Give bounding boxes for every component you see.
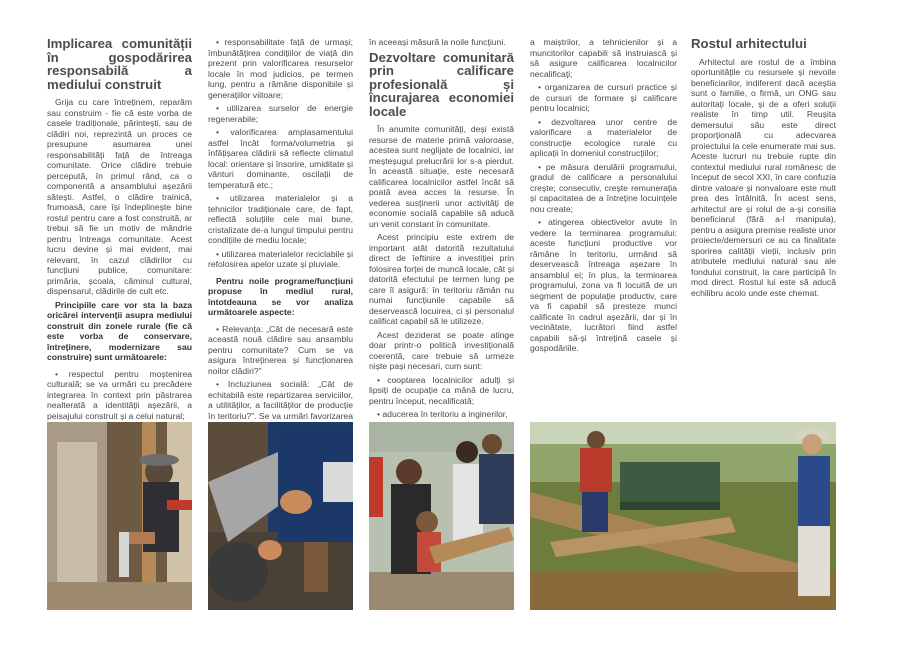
bullet-item: • dezvoltarea unor centre de valorificare a materialelor de construcție ecologice rurale cu aplicații în domeniul construcțiilor; <box>530 116 677 158</box>
bullet-item: • valorificarea amplasamentului astfel încât forma/volumetria și înfățișarea clădirii să reflecte climatul local: orientare și însorire, umiditate și vânturi dominante, oscilații de temperatură etc.; <box>208 127 353 190</box>
bullet-item: • utilizarea materialelor și a tehnicilor tradiționale care, de fapt, reflectă soluțiile cele mai bune, cristalizate de-a lungul timpului pentru condițiile de mediu locale; <box>208 193 353 245</box>
bullet-item: • utilizarea surselor de energie regenerabile; <box>208 103 353 124</box>
bullet-item: • organizarea de cursuri practice și de cursuri de formare și calificare pentru localnici; <box>530 82 677 113</box>
paragraph: Acest principiu este extrem de important atât datorită rezultatului direct de îeftinire a investiției prin folosirea forței de muncă locale, cât și datorită efectului pe termen lung pe care îl asigură: în teritoriu rămân nu numai funcțiunile capabile să deservească locuirea, ci și personalul calificat capabil să le utilizeze. <box>369 232 514 326</box>
bullet-item: • Relevanța: „Cât de necesară este această nouă clădire sau ansamblu pentru comunitate? Cum se va asigura întreținerea și funcționarea noilor clădiri?” <box>208 323 353 376</box>
heading-community-involvement: Implicarea comunității în gospodărirea responsabilă a mediului construit <box>47 36 192 92</box>
heading-architect-role: Rostul arhitectului <box>691 36 807 51</box>
paragraph-continuation: a maiștrilor, a tehnicienilor și a muncitorilor capabili să instruiască și să asigure calificarea localnicilor necalificați; <box>530 37 677 79</box>
bullet-item: • atingerea obiectivelor avute în vedere la terminarea programului: aceste funcțiuni productive vor rămâne în teritoriu, urmând să deservească întreaga așezare în ansamblul ei; în plus, la terminarea programului, zona va fi locuită de un segment de populație productiv, care va fi capabil să presteze munci calificate în cadrul așezării, dar și în vecinătate, lucrători fiind astfel capabili să-și întrețină casele și gospodăriile. <box>530 217 677 353</box>
bullet-item: • cooptarea localnicilor adulți și lipsiți de ocupație ca mână de lucru, pentru început, necalificată; <box>369 374 514 406</box>
bullet-item: • Incluziunea socială: „Cât de echitabilă este repartizarea serviciilor, a utilităților, a facilităților de producție în teritoriu?”. Se va urmări favorizarea <box>208 379 353 421</box>
column-4 <box>530 37 677 357</box>
bullet-item: • respectul pentru moștenirea culturală; se va urmări cu precădere integrarea în context prin păstrarea nealterată a identității așezării, a peisajului construit și a celui natural; <box>47 368 192 421</box>
column-2 <box>208 37 353 445</box>
photo-carpentry-hands <box>208 422 353 610</box>
paragraph: Grija cu care întreținem, reparăm sau construim - fie că este vorba de casele tradiționale, părintești, sau de clădiri noi, reprezintă un proces ce presupune asumarea unei responsabilități față de întreaga comunitate. Orice clădire trebuie percepută, în primul rând, ca o componentă a ansamblului așezării sătești. Astfel, o clădire trainică, frumoasă, care își îndeplinește bine rostul pentru care a fost construită, ar trebui să fie un motiv de mândrie pentru întreaga comunitate. Acest lucru devine și mai evident, mai relevant, în cazul clădirilor cu funcțiuni publice, comunitare: primăria, școala, căminul cultural, dispensarul, clădirile de cult etc. <box>47 97 192 296</box>
column-3 <box>369 37 514 423</box>
programs-intro: Pentru noile programe/funcțiuni propuse în mediul rural, întotdeauna se vor analiza următoarele aspecte: <box>208 275 353 317</box>
photo-wall-repair <box>47 422 192 610</box>
photo-workshop-family <box>369 422 514 610</box>
heading-community-development: Dezvoltare comunitară prin calificare profesională și încurajarea economiei locale <box>369 49 514 119</box>
principles-intro: Principiile care vor sta la baza oricărei intervenții asupra mediului construit din zonele rurale (fie că este vorba de conservare, întreținere, modernizare sau construire) sunt următoarele: <box>47 299 192 362</box>
bullet-item: • responsabilitate față de urmași; îmbunătățirea condițiilor de viață din prezent prin valorificarea resurselor locale în mod judicios, pe termen lung, pentru a rămâne disponibile și generațiilor viitoare; <box>208 37 353 100</box>
bullet-item: • aducerea în teritoriu a inginerilor, <box>377 409 508 419</box>
paragraph: În anumite comunități, deși există resurse de materie primă valoroase, acestea sunt neglijate de localnici, iar meșteșugul prelucrării lor s-a pierdut. În această situație, este necesară calificarea localnicilor astfel încât să poată avea acces la resurse. În vederea susținerii unor activități de economie socială capabile să aducă un venit constant în comunitate. <box>369 124 514 229</box>
photo-outdoor-timber-work <box>530 422 836 610</box>
column-1 <box>47 37 192 424</box>
column-5 <box>691 37 836 301</box>
bullet-item: • utilizarea materialelor reciclabile și refolosirea apelor uzate și pluviale. <box>208 248 353 269</box>
paragraph-continuation: în aceeași măsură la noile funcțiuni. <box>369 37 506 47</box>
bullet-item: • pe măsura derulării programului, gradul de calificare a personalului crește; consecutiv, crește remunerația și capacitatea de a întreține locuințele nou create; <box>530 161 677 214</box>
paragraph: Acest deziderat se poate atinge doar printr-o politică investițională coerentă, care trebuie să urmeze niște pași necesari, cum sunt: <box>369 329 514 371</box>
paragraph: Arhitectul are rostul de a îmbina oportunitățile cu resursele și nevoile beneficiarilor, indiferent dacă aceștia sunt o familie, o firmă, un ONG sau autoritați locale, și de a oferi soluții realiste în timp util. Reușita demersului său este direct proporțională cu adecvarea proiectului la cele enumerate mai sus. Aceste lucruri nu trebuie rupte din contextul mediului rural românesc de început de secol XXI, în care confuzia dintre valoare și nonvaloare este mult prea des întâlnită. În acest sens, arhitectul are și rolul de a-și consilia beneficiarul (fără a-l manipula), pentru a asigura premise realiste unor proiecte/demersuri ce au ca finalitate sporirea calității vieții, inclusiv prin atributele mediului natural sau ale fondului construit, la care participă în mod direct. Rostul lui este să aducă echilibru acolo unde este chemat. <box>691 56 836 298</box>
